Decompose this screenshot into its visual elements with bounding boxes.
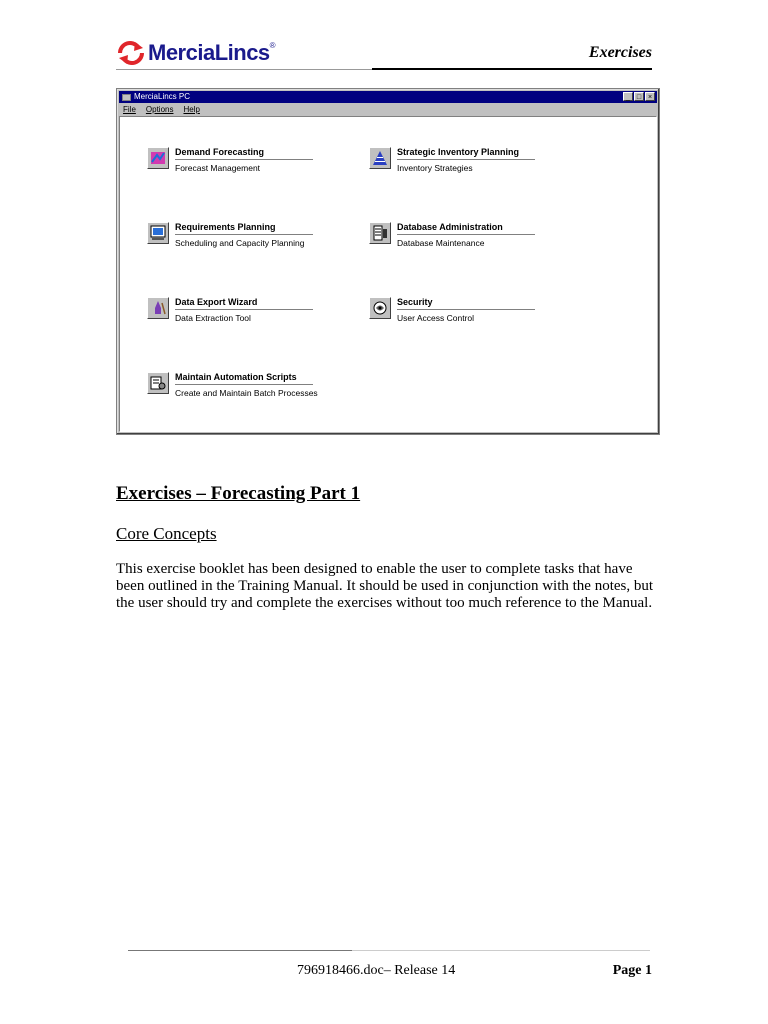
page-header-title: Exercises: [588, 44, 652, 61]
module-security[interactable]: [369, 297, 569, 333]
module-title: Strategic Inventory Planning: [397, 147, 520, 157]
module-divider: [175, 309, 313, 310]
module-requirements-planning[interactable]: [147, 222, 347, 258]
module-title: Demand Forecasting: [175, 147, 265, 157]
module-subtitle: Scheduling and Capacity Planning: [175, 238, 305, 248]
logo-registered-mark: ®: [269, 40, 276, 50]
module-divider: [175, 234, 313, 235]
module-data-export-wizard[interactable]: [147, 297, 347, 333]
module-subtitle: Inventory Strategies: [397, 163, 473, 173]
forecast-icon: [147, 147, 169, 169]
logo-swirl-icon: [116, 40, 146, 66]
database-icon: [369, 222, 391, 244]
footer-divider: [128, 950, 650, 951]
module-divider: [397, 234, 535, 235]
module-title: Security: [397, 297, 433, 307]
module-divider: [397, 159, 535, 160]
module-subtitle: Forecast Management: [175, 163, 261, 173]
module-maintain-automation-scripts[interactable]: [147, 372, 347, 408]
module-title: Requirements Planning: [175, 222, 276, 232]
module-divider: [397, 309, 535, 310]
wizard-icon: [147, 297, 169, 319]
module-divider: [175, 159, 313, 160]
inventory-icon: [369, 147, 391, 169]
scripts-icon: [147, 372, 169, 394]
module-launcher: [119, 116, 657, 432]
window-title: MerciaLincs PC: [134, 92, 191, 101]
subsection-title: Core Concepts: [116, 524, 217, 543]
menu-file[interactable]: File: [123, 105, 136, 114]
planning-icon: [147, 222, 169, 244]
menu-bar: [119, 104, 657, 115]
logo-text: MerciaLincs: [148, 40, 270, 65]
maximize-button[interactable]: □: [634, 92, 644, 101]
mercialincs-logo: [116, 40, 276, 66]
security-icon: [369, 297, 391, 319]
module-subtitle: Create and Maintain Batch Processes: [175, 388, 318, 398]
app-window: [116, 88, 660, 435]
header-divider: [116, 68, 652, 70]
module-database-administration[interactable]: [369, 222, 569, 258]
module-strategic-inventory-planning[interactable]: [369, 147, 569, 183]
window-controls: [623, 92, 655, 101]
app-icon: [122, 94, 131, 101]
module-subtitle: User Access Control: [397, 313, 474, 323]
close-button[interactable]: ×: [645, 92, 655, 101]
minimize-button[interactable]: _: [623, 92, 633, 101]
module-demand-forecasting[interactable]: [147, 147, 347, 183]
module-divider: [175, 384, 313, 385]
window-titlebar: [119, 91, 657, 103]
menu-options[interactable]: Options: [145, 105, 174, 114]
module-subtitle: Database Maintenance: [397, 238, 485, 248]
section-title: Exercises – Forecasting Part 1: [116, 483, 361, 504]
module-title: Maintain Automation Scripts: [175, 372, 297, 382]
module-title: Database Administration: [397, 222, 503, 232]
menu-help[interactable]: Help: [183, 105, 200, 114]
module-title: Data Export Wizard: [175, 297, 258, 307]
footer-page-number: Page 1: [612, 963, 652, 978]
module-subtitle: Data Extraction Tool: [175, 313, 251, 323]
footer-document-name: 796918466.doc– Release 14: [297, 963, 456, 978]
intro-paragraph: This exercise booklet has been designed to enable the user to complete tasks that have been outlined in the Training Manual. It should be used in conjunction with the notes, but the user should try and complete the exercises without too much reference to the Manual.: [116, 561, 654, 611]
